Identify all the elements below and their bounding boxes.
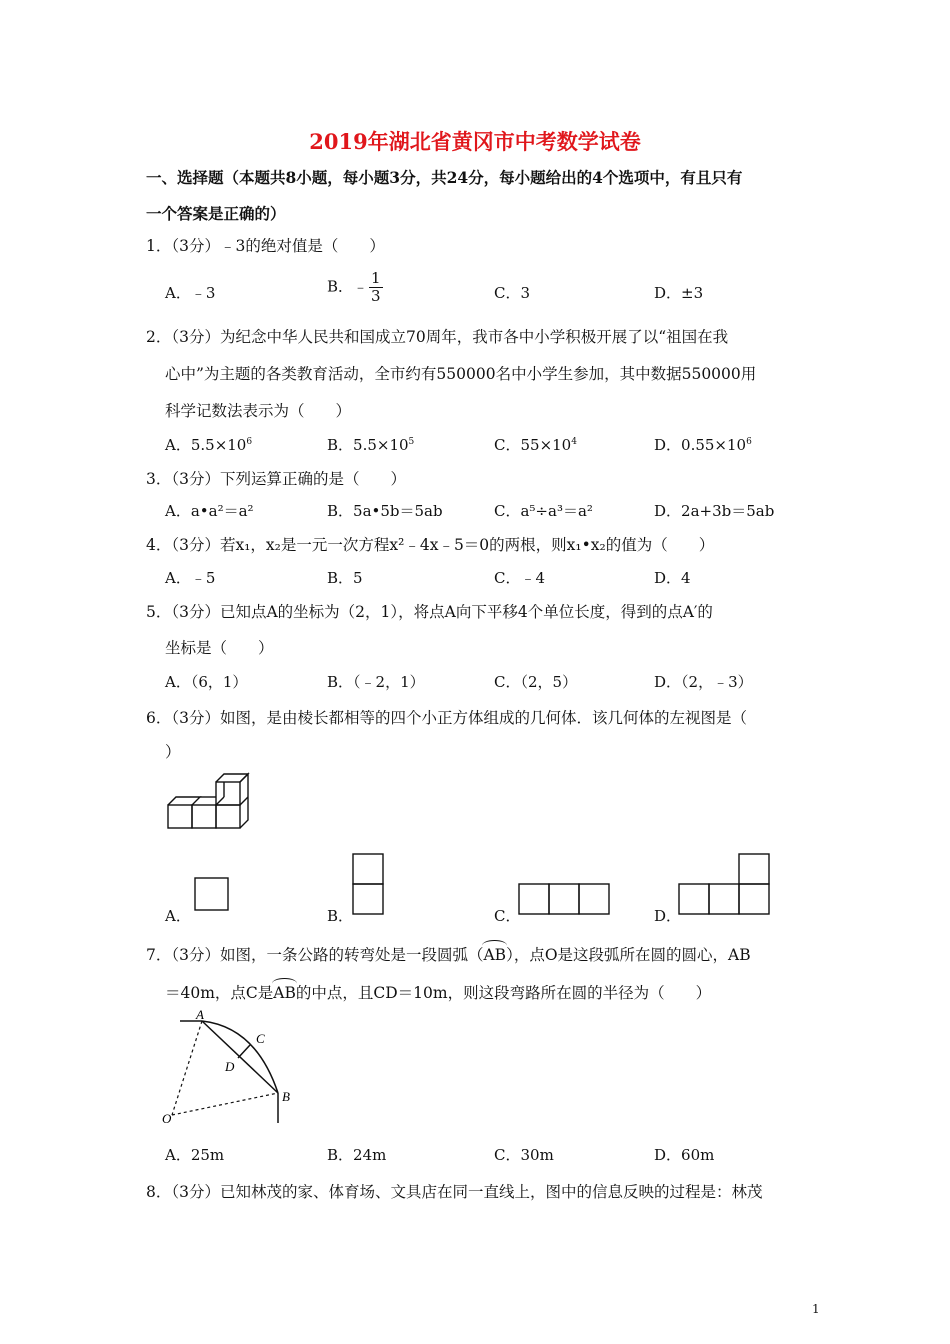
q1-option-b xyxy=(327,270,383,305)
q7-label-a: A xyxy=(196,1007,204,1022)
q7-arc-figure xyxy=(160,1005,300,1127)
q7-stem-line1 xyxy=(146,940,751,965)
q6-option-b-figure xyxy=(352,853,386,917)
q2-option-a xyxy=(165,434,252,455)
q2-option-d-base: D．0.55×10 xyxy=(654,436,747,454)
q2-option-d-exp: 6 xyxy=(746,437,752,447)
q3-option-c: C．a⁵÷a³＝a² xyxy=(494,502,593,520)
q7-option-c: C．30m xyxy=(494,1146,554,1164)
q2-option-a-base: A．5.5×10 xyxy=(165,436,247,454)
q2-option-b-exp: 5 xyxy=(408,437,415,447)
q5-stem-line1: 5．（3分）已知点A的坐标为（2，1），将点A向下平移4个单位长度，得到的点A′的 xyxy=(146,603,713,621)
q2-stem-line3: 科学记数法表示为（ ） xyxy=(165,402,352,420)
q1-option-b-denominator: 3 xyxy=(371,287,381,305)
q6-stem-line2: ） xyxy=(165,743,181,761)
q2-option-c-base: C．55×10 xyxy=(494,436,572,454)
q3-option-a: A．a•a²＝a² xyxy=(165,502,254,520)
q7-option-a: A．25m xyxy=(165,1146,225,1164)
q5-option-c: C．（2，5） xyxy=(494,673,578,691)
q5-stem-line2: 坐标是（ ） xyxy=(165,639,274,657)
q6-cubes-figure xyxy=(160,768,260,832)
q2-option-b-base: B．5.5×10 xyxy=(327,436,409,454)
q1-option-d: D．±3 xyxy=(654,284,704,302)
q7-stem-line2-pre: ＝40m，点C是 xyxy=(165,984,274,1002)
q7-stem-line2 xyxy=(165,978,711,1003)
q3-option-d: D．2a+3b＝5ab xyxy=(654,502,775,520)
section-header-line2: 一个答案是正确的） xyxy=(146,204,286,223)
q1-option-b-fraction xyxy=(369,270,383,305)
q7-label-c: C xyxy=(256,1031,265,1046)
q1-stem: 1．（3分）﹣3的绝对值是（ ） xyxy=(146,237,385,255)
q4-stem: 4．（3分）若x₁，x₂是一元一次方程x²﹣4x﹣5＝0的两根，则x₁•x₂的值为（ ） xyxy=(146,536,715,554)
q6-option-a-figure xyxy=(194,877,230,913)
q4-option-d: D．4 xyxy=(654,569,691,587)
q7-stem-line1-pre: 7．（3分）如图，一条公路的转弯处是一段圆弧（ xyxy=(146,946,484,964)
q5-option-d: D．（2，﹣3） xyxy=(654,673,753,691)
q6-option-c: C． xyxy=(494,907,521,925)
q1-option-b-numerator: 1 xyxy=(371,269,381,287)
q8-stem-line1: 8．（3分）已知林茂的家、体育场、文具店在同一直线上，图中的信息反映的过程是：林茂 xyxy=(146,1183,763,1201)
q5-option-b: B．（﹣2，1） xyxy=(327,673,425,691)
q4-option-c: C．﹣4 xyxy=(494,569,546,587)
q1-option-b-prefix: B．﹣ xyxy=(327,277,369,296)
q2-stem-line2: 心中”为主题的各类教育活动，全市约有550000名中小学生参加，其中数据550000用 xyxy=(165,365,757,383)
q7-label-b: B xyxy=(282,1089,290,1104)
q2-option-a-exp: 6 xyxy=(246,437,253,447)
q7-option-d: D．60m xyxy=(654,1146,715,1164)
q2-option-b xyxy=(327,434,414,455)
q6-option-d-figure xyxy=(678,853,772,917)
q2-stem-line1: 2．（3分）为纪念中华人民共和国成立70周年，我市各中小学积极开展了以“祖国在我 xyxy=(146,328,729,346)
q2-option-c xyxy=(494,434,577,455)
q7-stem-line2-post: 的中点，且CD＝10m，则这段弯路所在圆的半径为（ ） xyxy=(295,984,712,1002)
page-title: 2019年湖北省黄冈市中考数学试卷 xyxy=(309,129,641,154)
q6-option-c-figure xyxy=(518,883,612,917)
q7-label-o: O xyxy=(162,1111,172,1126)
q6-option-a: A． xyxy=(165,907,191,925)
q1-option-c: C．3 xyxy=(494,284,531,302)
page-number: 1 xyxy=(812,1302,820,1316)
q4-option-b: B．5 xyxy=(327,569,363,587)
q6-option-b: B． xyxy=(327,907,354,925)
q7-stem-line1-post: ），点O是这段弧所在圆的圆心，AB xyxy=(506,946,751,964)
q7-arc-ab: AB xyxy=(483,940,506,964)
q4-option-a: A．﹣5 xyxy=(165,569,216,587)
q6-stem-line1: 6．（3分）如图，是由棱长都相等的四个小正方体组成的几何体．该几何体的左视图是（ xyxy=(146,709,747,727)
section-header-line1: 一、选择题（本题共8小题，每小题3分，共24分，每小题给出的4个选项中，有且只有 xyxy=(146,168,743,187)
q7-arc-ab-2: AB xyxy=(273,978,296,1002)
q7-label-d: D xyxy=(225,1059,235,1074)
q2-option-c-exp: 4 xyxy=(571,437,577,447)
q7-option-b: B．24m xyxy=(327,1146,387,1164)
q5-option-a: A．（6，1） xyxy=(165,673,248,691)
q2-option-d xyxy=(654,434,752,455)
q6-option-d: D． xyxy=(654,907,682,925)
q3-option-b: B．5a•5b＝5ab xyxy=(327,502,443,520)
q3-stem: 3．（3分）下列运算正确的是（ ） xyxy=(146,470,406,488)
q1-option-a: A．﹣3 xyxy=(165,284,216,302)
